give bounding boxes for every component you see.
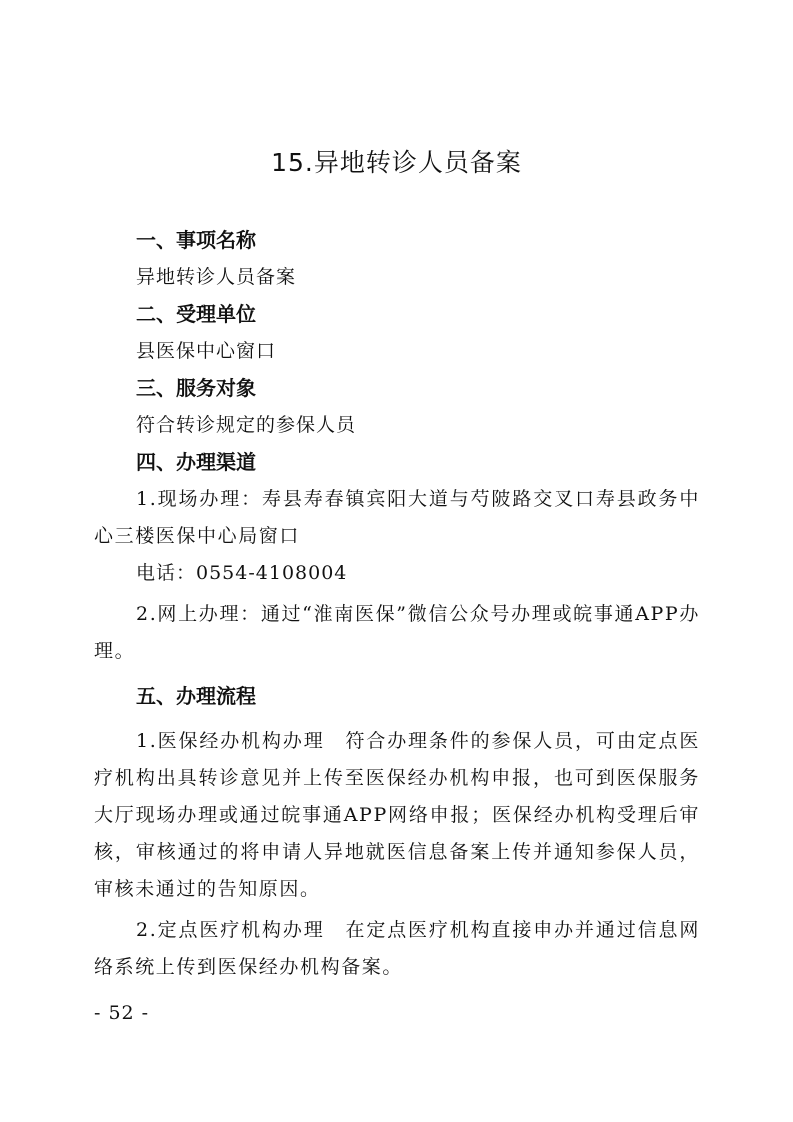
section-heading-service-target: 三、服务对象: [136, 376, 256, 400]
process-step-1-text: 1.医保经办机构办理 符合办理条件的参保人员，可由定点医疗机构出具转诊意见并上传至医保经办机构申报，也可到医保服务大厅现场办理或通过皖事通APP网络申报；医保经办机构受理后审核，审核通过的将申请人异地就医信息备案上传并通知参保人员，审核未通过的告知原因。: [94, 730, 700, 900]
service-target-value: 符合转诊规定的参保人员: [136, 414, 357, 436]
section-heading-process: 五、办理流程: [136, 684, 256, 708]
document-body: [94, 222, 700, 986]
online-channel-text: 2.网上办理：通过“淮南医保”微信公众号办理或皖事通APP办理。: [94, 603, 700, 662]
phone-text: 电话：0554-4108004: [136, 562, 348, 584]
process-step-2-text: 2.定点医疗机构办理 在定点医疗机构直接申办并通过信息网络系统上传到医保经办机构备案。: [94, 919, 700, 978]
page-number: - 52 -: [94, 1002, 150, 1024]
section-heading-accepting-unit: 二、受理单位: [136, 302, 256, 326]
onsite-channel-text: 1.现场办理：寿县寿春镇宾阳大道与芍陂路交叉口寿县政务中心三楼医保中心局窗口: [94, 488, 700, 547]
document-title: 15.异地转诊人员备案: [271, 148, 522, 177]
section-heading-item-name: 一、事项名称: [136, 228, 256, 252]
section-heading-channels: 四、办理渠道: [136, 450, 256, 474]
item-name-value: 异地转诊人员备案: [136, 266, 297, 288]
accepting-unit-value: 县医保中心窗口: [136, 340, 277, 362]
